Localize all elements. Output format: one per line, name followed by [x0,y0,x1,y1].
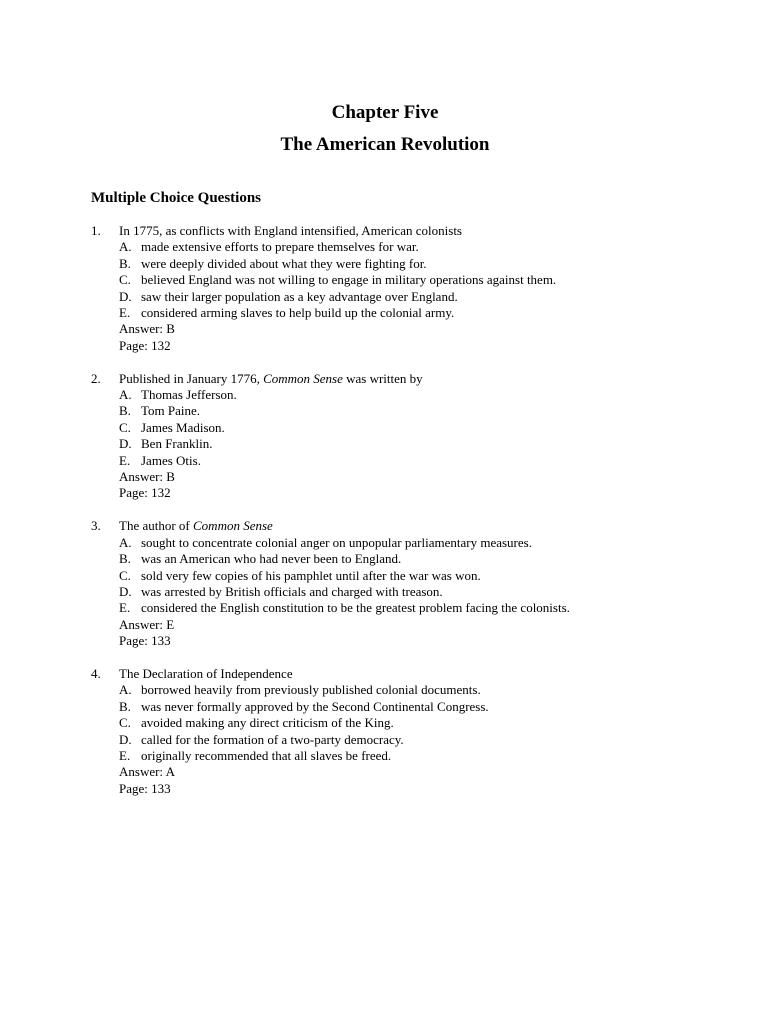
answer-option [119,239,731,255]
answer-option [119,535,731,551]
answer-key: Answer: B [119,321,175,337]
option-letter: D. [119,288,132,304]
option-letter: A. [119,534,132,550]
option-text: were deeply divided about what they were fighting for. [141,255,427,271]
option-letter: C. [119,567,131,583]
question-body [119,223,731,354]
option-text: made extensive efforts to prepare themselves for war. [141,239,419,255]
answer-option [119,732,731,748]
answer-option [119,289,731,305]
chapter-title: The American Revolution [280,134,490,155]
question-item [91,223,731,354]
option-letter: B. [119,255,131,271]
question-number: 3. [91,518,101,534]
option-text: was an American who had never been to England. [141,551,402,567]
question-stem-text: The author of [119,518,194,534]
option-text: James Madison. [141,419,225,435]
answer-option [119,551,731,567]
question-body [119,666,731,797]
question-stem-text: The Declaration of Independence [119,665,293,681]
page-reference: Page: 132 [119,337,171,353]
option-text: borrowed heavily from previously published colonial documents. [141,682,481,698]
option-text: sought to concentrate colonial anger on unpopular parliamentary measures. [141,534,532,550]
option-letter: E. [119,600,131,616]
option-text: was arrested by British officials and charged with treason. [141,583,443,599]
option-letter: E. [119,305,131,321]
answer-option [119,403,731,419]
option-text: James Otis. [141,452,201,468]
option-text: originally recommended that all slaves be freed. [141,747,392,763]
question-item [91,666,731,797]
answer-key: Answer: A [119,764,175,780]
option-letter: D. [119,583,132,599]
page-reference: Page: 133 [119,780,171,796]
option-text: considered arming slaves to help build up the colonial army. [141,305,455,321]
answer-option [119,305,731,321]
answer-option [119,256,731,272]
option-letter: C. [119,715,131,731]
answer-option [119,436,731,452]
answer-option [119,715,731,731]
question-number: 2. [91,370,101,386]
option-text: sold very few copies of his pamphlet until after the war was won. [141,567,481,583]
answer-option [119,453,731,469]
option-text: saw their larger population as a key advantage over England. [141,288,458,304]
option-text: called for the formation of a two-party democracy. [141,731,404,747]
question-body [119,371,731,502]
question-number: 1. [91,223,101,238]
question-number: 4. [91,665,101,681]
question-item [91,518,731,649]
answer-option [119,568,731,584]
section-heading: Multiple Choice Questions [91,190,262,206]
question-stem [119,518,731,534]
question-stem [119,666,731,682]
option-letter: D. [119,731,132,747]
answer-key: Answer: B [119,469,175,485]
option-text: believed England was not willing to engage in military operations against them. [141,272,557,288]
question-item [91,371,731,502]
question-stem-text-end: was written by [342,370,423,386]
option-letter: C. [119,419,131,435]
question-body [119,518,731,649]
option-letter: C. [119,272,131,288]
question-stem-italic: Common Sense [193,518,273,534]
page-reference: Page: 132 [119,485,171,501]
option-letter: B. [119,403,131,419]
answer-option [119,272,731,288]
answer-option [119,420,731,436]
answer-option [119,699,731,715]
option-text: Thomas Jefferson. [141,387,237,403]
answer-key: Answer: E [119,616,175,632]
option-text: was never formally approved by the Second Continental Congress. [141,698,489,714]
question-stem-italic: Common Sense [263,370,343,386]
option-letter: E. [119,747,131,763]
question-stem-text: Published in January 1776, [119,370,264,386]
option-letter: D. [119,436,132,452]
answer-option [119,748,731,764]
option-letter: B. [119,698,131,714]
answer-option [119,584,731,600]
question-stem-text: In 1775, as conflicts with England intensified, American colonists [119,223,462,238]
option-text: avoided making any direct criticism of the King. [141,715,394,731]
option-text: considered the English constitution to be the greatest problem facing the colonists. [141,600,570,616]
option-letter: B. [119,551,131,567]
answer-option [119,600,731,616]
option-letter: E. [119,452,131,468]
option-text: Ben Franklin. [141,436,213,452]
question-stem [119,371,731,387]
option-letter: A. [119,682,132,698]
question-list [91,223,731,814]
page-reference: Page: 133 [119,633,171,649]
chapter-number: Chapter Five [331,102,439,123]
option-letter: A. [119,387,132,403]
answer-option [119,387,731,403]
option-text: Tom Paine. [141,403,201,419]
answer-option [119,682,731,698]
question-stem [119,223,731,239]
option-letter: A. [119,239,132,255]
